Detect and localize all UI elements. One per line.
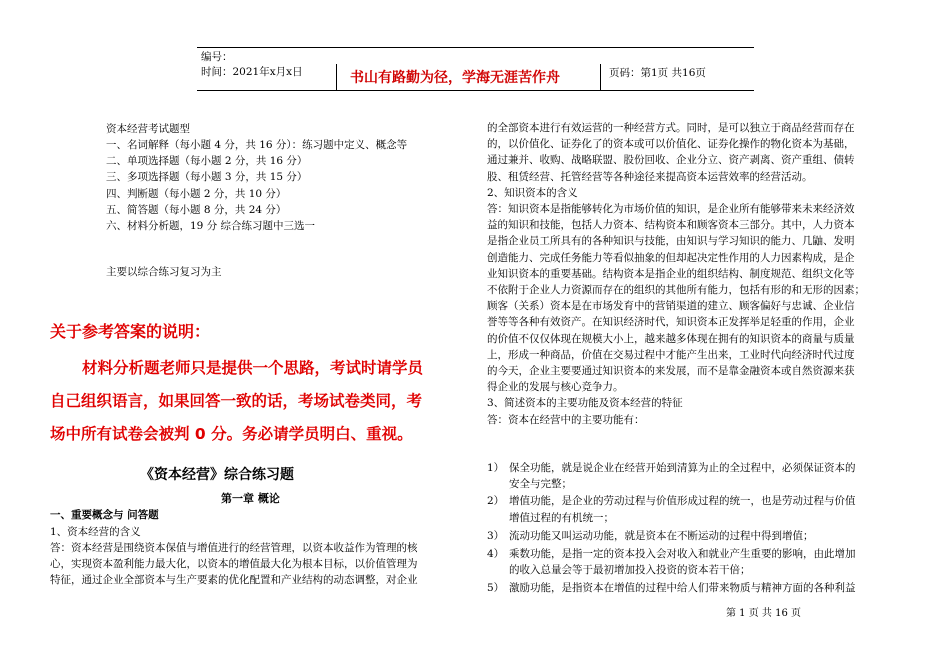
q1-title: 1、资本经营的含义: [50, 526, 141, 538]
answer-line: 心，实现资本盈利能力最大化，以资本的增值最大化为根本目标，以价值管理为: [50, 558, 418, 571]
header-page: 页码：第1页 共16页: [609, 67, 706, 79]
answer-line: 誉等等各种有效资产。在知识经济时代，知识资本正发挥举足轻重的作用，企业: [487, 316, 855, 329]
list-number: 4）: [487, 548, 505, 561]
answer-line: 顾客（关系）资本是在市场发育中的营销渠道的建立、顾客偏好与忠诚、企业信: [487, 300, 855, 313]
answer-line: 特征，通过企业全部资本与生产要素的优化配置和产业结构的动态调整，对企业: [50, 574, 418, 587]
answer-line: 股、租赁经营、托管经营等各种途径来提高资本运营效率的经营活动。: [487, 170, 813, 183]
answer-line: 不依附于企业人力资源而存在的组织的其他所有能力，包括有形的和无形的因素；: [487, 284, 865, 297]
answer-line: 答：知识资本是指能够转化为市场价值的知识，是企业所有能够带来未来经济效: [487, 203, 855, 216]
list-line: 安全与完整；: [509, 478, 572, 491]
outline-item: 一、名词解释（每小题 4 分，共 16 分）：练习题中定义、概念等: [106, 139, 408, 151]
answer-line: 是指企业员工所具有的各种知识与技能，由知识与学习知识的能力、几鼬、发明: [487, 235, 855, 248]
answer-line: 益的知识和技能，包括人力资本、结构资本和顾客资本三部分。其中，人力资本: [487, 219, 855, 232]
answer-line: 的今天，企业主要要通过知识资本的来发展，而不是靠金融资本或自然资源来获: [487, 365, 855, 378]
answer-line: 的，以价值化、证券化了的资本或可以价值化、证券化操作的物化资本为基础，: [487, 138, 855, 151]
header-top-rule: [197, 47, 754, 48]
outline-item: 五、简答题（每小题 8 分，共 24 分）: [106, 203, 287, 216]
list-line: 增值功能，是企业的劳动过程与价值形成过程的统一，也是劳动过程与价值: [509, 495, 856, 508]
answer-line: 上，形成一种商品，价值在交易过程中才能产生出来，工业时代向经济时代过度: [487, 348, 855, 361]
list-line: 流动功能又叫运动功能，就是资本在不断运动的过程中得到增值；: [509, 529, 814, 542]
outline-title: 资本经营考试题型: [106, 123, 190, 135]
answer-line: 业知识资本的重要基础。结构资本是指企业的组织结构、制度规范、组织文化等: [487, 267, 855, 280]
notice-line: 材料分析题老师只是提供一个思路，考试时请学员: [82, 359, 424, 377]
header-time: 时间：2021年x月x日: [201, 66, 303, 78]
notice-line: 场中所有试卷会被判 0 分。务必请学员明白、重视。: [50, 425, 413, 443]
notice-body: [50, 352, 480, 451]
header-divider-right: [600, 64, 601, 91]
q3-title: 3、简述资本的主要功能及资本经营的特征: [487, 397, 683, 410]
outline-item: 四、判断题（每小题 2 分，共 10 分）: [106, 187, 287, 200]
outline-item: 二、单项选择题（每小题 2 分，共 16 分）: [106, 155, 308, 168]
section-title: 一、重要概念与 问答题: [50, 509, 159, 521]
header-motto: 书山有路勤为径，学海无涯苦作舟: [350, 70, 560, 86]
list-item: [487, 460, 907, 492]
list-item: [487, 493, 907, 525]
q2-title: 2、知识资本的含义: [487, 186, 578, 199]
page-footer: 第 1 页 共 16 页: [726, 608, 801, 619]
q3-intro: 答：资本在经营中的主要功能有：: [487, 413, 645, 426]
q3-function-list: [487, 460, 907, 597]
outline-list: [106, 137, 466, 234]
header-bottom-rule: [197, 90, 754, 91]
answer-line: 答：资本经营是围绕资本保值与增值进行的经营管理，以资本收益作为管理的核: [50, 542, 418, 554]
list-item: [487, 580, 907, 596]
list-line: 增值过程的有机统一；: [509, 511, 614, 524]
header-box: [197, 47, 754, 91]
chapter-title: 第一章 概论: [221, 492, 280, 505]
list-number: 3）: [487, 529, 505, 542]
header-divider-left: [336, 64, 337, 91]
list-number: 2）: [487, 495, 505, 508]
q1-answer-continued: [487, 120, 907, 428]
answer-line: 通过兼并、收购、战略联盟、股份回收、企业分立、资产剥离、资产重组、债转: [487, 154, 855, 167]
outline-item: 三、多项选择题（每小题 3 分，共 15 分）: [106, 171, 308, 184]
list-line: 的收入总量会等于最初增加投入投资的资本若干倍；: [509, 564, 751, 577]
list-item: [487, 546, 907, 578]
answer-line: 的全部资本进行有效运营的一种经营方式。同时，是可以独立于商品经营而存在: [487, 122, 855, 134]
list-line: 保全功能，就是说企业在经营开始到清算为止的全过程中，必须保证资本的: [509, 462, 856, 474]
list-line: 乘数功能，是指一定的资本投入会对收入和就业产生重要的影响，由此增加: [509, 548, 856, 561]
header-number: 编号：: [201, 51, 233, 63]
list-number: 5）: [487, 582, 505, 595]
review-note: 主要以综合练习复习为主: [106, 266, 222, 278]
exercise-title: 《资本经营》综合练习题: [140, 467, 294, 483]
list-item: [487, 528, 907, 544]
q1-answer: [50, 540, 470, 589]
answer-line: 创造能力、完成任务能力等看似抽象的但却起决定性作用的人力因素构成，是企: [487, 251, 855, 264]
outline-item: 六、材料分析题，19 分 综合练习题中三选一: [106, 220, 316, 233]
notice-line: 自己组织语言，如果回答一致的话，考场试卷类同，考: [50, 392, 423, 410]
list-line: 激励功能，是指资本在增值的过程中给人们带来物质与精神方面的各种利益: [509, 582, 856, 595]
answer-line: 得企业的发展与核心竞争力。: [487, 381, 624, 394]
answer-line: 的价值不仅仅体现在规模大小上，越来越多体现在拥有的知识资本的商量与质量: [487, 332, 855, 345]
notice-title: 关于参考答案的说明：: [50, 322, 211, 341]
list-number: 1）: [487, 462, 505, 474]
